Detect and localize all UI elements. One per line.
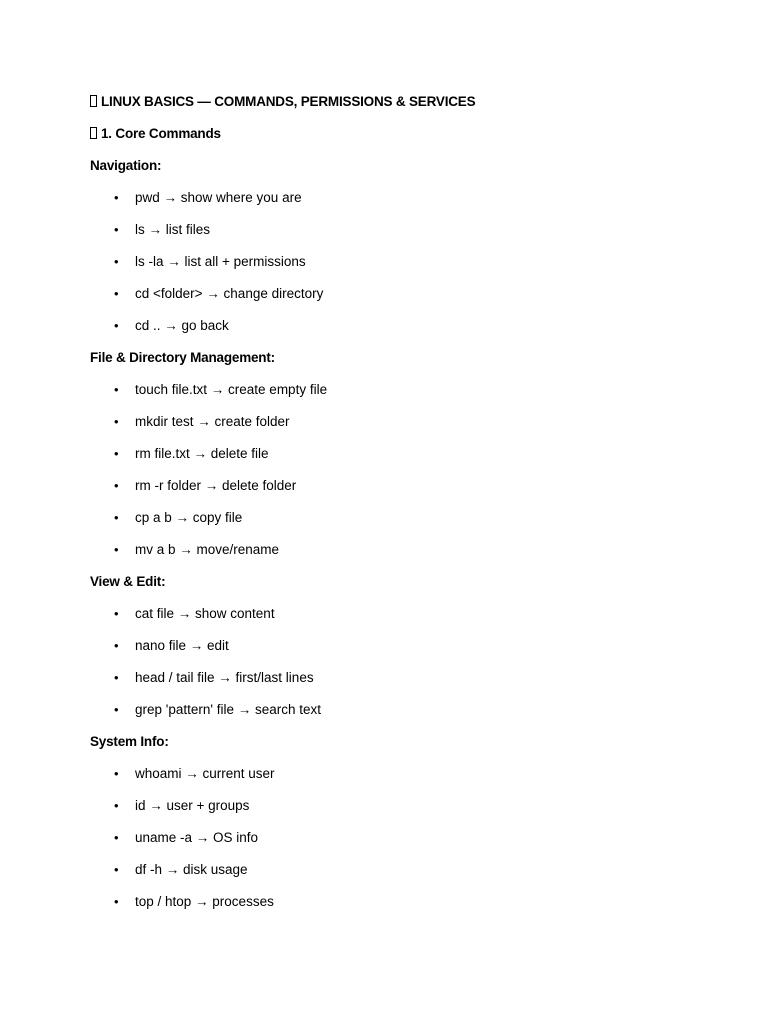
list-item-text: mkdir test → create folder (135, 414, 290, 429)
bullet-icon: • (114, 702, 119, 717)
group-heading: System Info: (90, 734, 169, 749)
group-heading: View & Edit: (90, 574, 166, 589)
section-heading-text: 1. Core Commands (101, 126, 221, 141)
list-item-text: df -h → disk usage (135, 862, 248, 877)
bullet-icon: • (114, 830, 119, 845)
list-item-text: whoami → current user (135, 766, 275, 781)
bullet-icon: • (114, 382, 119, 397)
list-item (90, 252, 710, 284)
bullet-icon: • (114, 606, 119, 621)
list-item-text: id → user + groups (135, 798, 250, 813)
list-item (90, 412, 710, 444)
bullet-icon: • (114, 894, 119, 909)
group-heading: Navigation: (90, 158, 162, 173)
list-item-text: grep 'pattern' file → search text (135, 702, 321, 717)
list-item (90, 668, 710, 700)
document-title (90, 92, 710, 124)
list-item (90, 636, 710, 668)
bullet-icon: • (114, 222, 119, 237)
bullet-icon: • (114, 190, 119, 205)
list-item-text: nano file → edit (135, 638, 229, 653)
bullet-icon: • (114, 798, 119, 813)
list-item-text: head / tail file → first/last lines (135, 670, 314, 685)
list-item-text: pwd → show where you are (135, 190, 302, 205)
list-item (90, 540, 710, 572)
missing-glyph-icon (90, 127, 97, 139)
list-item (90, 860, 710, 892)
list-item (90, 700, 710, 732)
bullet-icon: • (114, 862, 119, 877)
list-item (90, 764, 710, 796)
bullet-icon: • (114, 318, 119, 333)
document-title-text: LINUX BASICS — COMMANDS, PERMISSIONS & SERVICES (101, 94, 476, 109)
list-item-text: ls → list files (135, 222, 211, 237)
bullet-icon: • (114, 542, 119, 557)
list-item (90, 220, 710, 252)
list-item-text: touch file.txt → create empty file (135, 382, 328, 397)
list-item-text: cd .. → go back (135, 318, 229, 333)
list-item (90, 508, 710, 540)
list-item-text: ls -la → list all + permissions (135, 254, 306, 269)
list-item (90, 796, 710, 828)
missing-glyph-icon (90, 95, 97, 107)
bullet-icon: • (114, 638, 119, 653)
section-heading (90, 124, 710, 156)
list-item (90, 316, 710, 348)
list-item (90, 604, 710, 636)
bullet-icon: • (114, 446, 119, 461)
list-item (90, 284, 710, 316)
group-heading: File & Directory Management: (90, 350, 275, 365)
list-item-text: cat file → show content (135, 606, 275, 621)
bullet-icon: • (114, 478, 119, 493)
list-item-text: rm -r folder → delete folder (135, 478, 297, 493)
list-item (90, 444, 710, 476)
bullet-icon: • (114, 286, 119, 301)
bullet-icon: • (114, 670, 119, 685)
list-item-text: cp a b → copy file (135, 510, 243, 525)
bullet-icon: • (114, 766, 119, 781)
list-item-text: uname -a → OS info (135, 830, 259, 845)
document-body (90, 92, 710, 924)
list-item-text: top / htop → processes (135, 894, 274, 909)
list-item (90, 476, 710, 508)
list-item-text: mv a b → move/rename (135, 542, 280, 557)
list-item (90, 828, 710, 860)
bullet-icon: • (114, 254, 119, 269)
list-item (90, 380, 710, 412)
list-item (90, 892, 710, 924)
list-item (90, 188, 710, 220)
command-groups (90, 156, 710, 924)
list-item-text: cd <folder> → change directory (135, 286, 324, 301)
bullet-icon: • (114, 510, 119, 525)
bullet-icon: • (114, 414, 119, 429)
list-item-text: rm file.txt → delete file (135, 446, 269, 461)
